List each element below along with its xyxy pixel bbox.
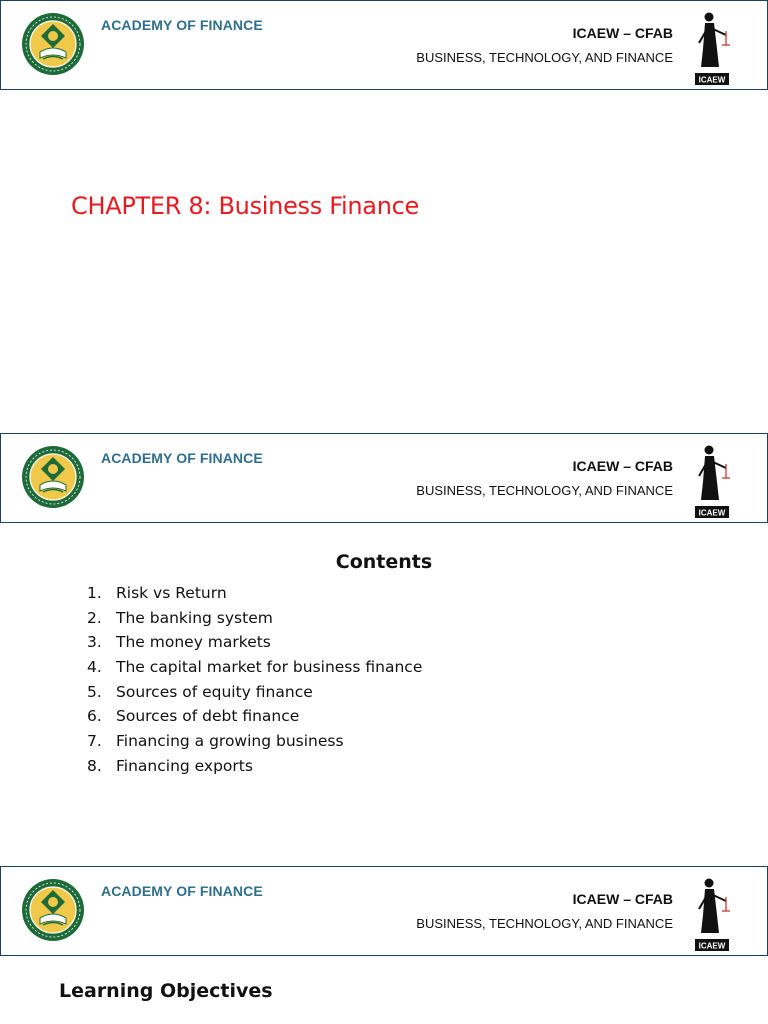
- contents-item: [87, 655, 422, 680]
- contents-item-number: 6.: [87, 707, 102, 726]
- svg-text:ICAEW: ICAEW: [698, 508, 726, 518]
- slide-header: [0, 433, 768, 523]
- contents-item-label: Financing exports: [116, 756, 253, 775]
- academy-logo-icon: [21, 878, 85, 942]
- learning-objectives-heading: Learning Objectives: [59, 980, 273, 1002]
- contents-item: [87, 581, 422, 606]
- contents-item: [87, 704, 422, 729]
- slide-1: [0, 0, 768, 433]
- org-name: ACADEMY OF FINANCE: [101, 17, 263, 33]
- contents-item: [87, 729, 422, 754]
- academy-logo-icon: [21, 445, 85, 509]
- chapter-title: CHAPTER 8: Business Finance: [71, 192, 419, 220]
- academy-logo-icon: [21, 12, 85, 76]
- course-name: BUSINESS, TECHNOLOGY, AND FINANCE: [416, 483, 673, 498]
- course-code: ICAEW – CFAB: [572, 891, 673, 907]
- course-code: ICAEW – CFAB: [572, 25, 673, 41]
- contents-item-label: The money markets: [116, 633, 271, 652]
- slide-2: [0, 433, 768, 866]
- contents-item-number: 4.: [87, 658, 102, 677]
- course-name: BUSINESS, TECHNOLOGY, AND FINANCE: [416, 916, 673, 931]
- contents-item: [87, 680, 422, 705]
- contents-item-number: 7.: [87, 732, 102, 751]
- contents-item-number: 5.: [87, 682, 102, 701]
- org-name: ACADEMY OF FINANCE: [101, 883, 263, 899]
- contents-heading: Contents: [335, 551, 433, 573]
- org-name: ACADEMY OF FINANCE: [101, 450, 263, 466]
- contents-item-label: The capital market for business finance: [116, 658, 423, 677]
- contents-item-label: Sources of debt finance: [116, 707, 300, 726]
- contents-item: [87, 630, 422, 655]
- contents-item-number: 2.: [87, 608, 102, 627]
- slide-header: [0, 866, 768, 956]
- contents-item-number: 1.: [87, 584, 102, 602]
- contents-item: [87, 754, 422, 779]
- icaew-mark-icon: [693, 875, 733, 953]
- contents-item-label: Risk vs Return: [116, 584, 227, 602]
- course-name: BUSINESS, TECHNOLOGY, AND FINANCE: [416, 50, 673, 65]
- svg-text:ICAEW: ICAEW: [698, 941, 726, 951]
- slide-header: [0, 0, 768, 90]
- svg-text:ICAEW: ICAEW: [698, 75, 726, 85]
- contents-list: [87, 581, 422, 779]
- course-code: ICAEW – CFAB: [572, 458, 673, 474]
- contents-item-label: Sources of equity finance: [116, 682, 313, 701]
- contents-item-label: Financing a growing business: [116, 732, 344, 751]
- contents-item-number: 8.: [87, 756, 102, 775]
- contents-item-number: 3.: [87, 633, 102, 652]
- icaew-mark-icon: [693, 442, 733, 520]
- contents-item: [87, 606, 422, 631]
- icaew-mark-icon: [693, 9, 733, 87]
- slide-3: [0, 866, 768, 1024]
- contents-item-label: The banking system: [116, 608, 273, 627]
